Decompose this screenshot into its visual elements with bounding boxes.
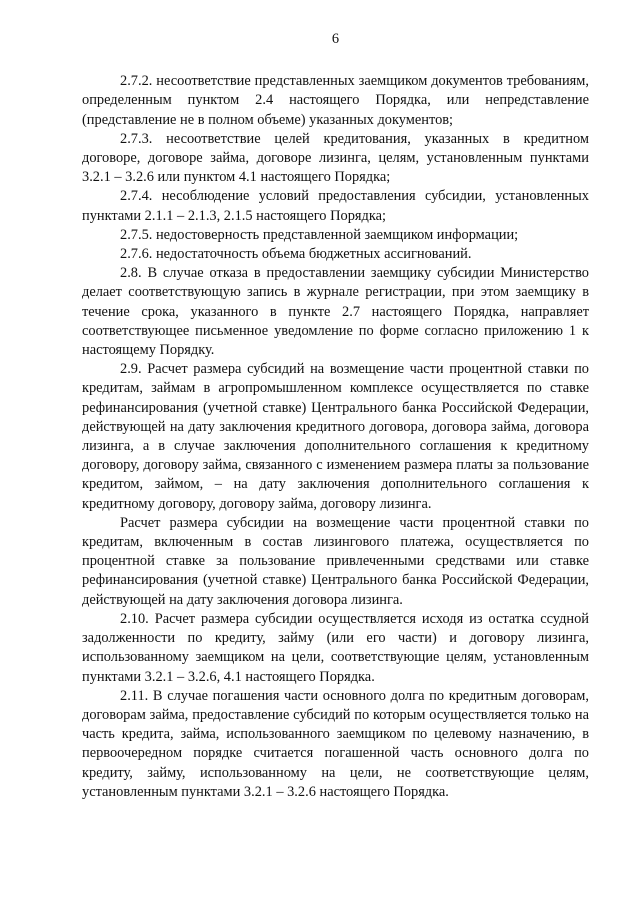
paragraph-2-9: 2.9. Расчет размера субсидий на возмещение части процентной ставки по кредитам, займам в агропромышленном комплексе осуществляется по ставке рефинансирования (учетной ставке) Центрального банка Российской Федерации, действующей на дату заключения кредитного договора, договора займа, договора лизинга, а в случае заключения дополнительного соглашения к кредитному договору, договору займа, связанного с изменением размера платы за пользование кредитом, займом, – на дату заключения дополнительного соглашения к кредитному договору, договору займа, договору лизинга. (82, 361, 589, 512)
paragraph-2-7-2: 2.7.2. несоответствие представленных заемщиком документов требованиям, определенным пунктом 2.4 настоящего Порядка, или непредставление (представление не в полном объеме) указанных документов; (82, 73, 589, 128)
paragraph-2-9-leasing: Расчет размера субсидии на возмещение части процентной ставки по кредитам, включенным в состав лизингового платежа, осуществляется по процентной ставке за пользование привлеченными средствами или ставке рефинансирования (учетной ставке) Центрального банка Российской Федерации, действующей на дату заключения договора лизинга. (82, 514, 589, 608)
paragraph-2-11: 2.11. В случае погашения части основного долга по кредитным договорам, договорам займа, предоставление субсидий по которым осуществляется только на часть кредита, займа, использованного заемщиком по целевому назначению, в первоочередном порядке считается погашенной часть основного долга по кредиту, займу, использованному на цели, не соответствующие целям, установленным пунктами 3.2.1 – 3.2.6 настоящего Порядка. (82, 687, 589, 800)
paragraph-2-7-6: 2.7.6. недостаточность объема бюджетных ассигнований. (120, 246, 472, 263)
paragraph-2-7-5: 2.7.5. недостоверность представленной заемщиком информации; (120, 226, 519, 243)
page-number: 6 (331, 31, 340, 47)
paragraph-2-7-3: 2.7.3. несоответствие целей кредитования, указанных в кредитном договоре, договоре займа, договоре лизинга, целям, установленным пунктами 3.2.1 – 3.2.6 или пунктом 4.1 настоящего Порядка; (82, 130, 589, 186)
paragraph-2-7-4: 2.7.4. несоблюдение условий предоставления субсидии, установленных пунктами 2.1.1 – 2.1.3, 2.1.5 настоящего Порядка; (82, 188, 589, 224)
paragraph-2-8: 2.8. В случае отказа в предоставлении заемщику субсидии Министерство делает соответствующую запись в журнале регистрации, при этом заемщику в течение срока, указанного в пункте 2.7 настоящего Порядка, направляет соответствующее письменное уведомление по форме согласно приложению 1 к настоящему Порядку. (82, 265, 589, 359)
paragraph-2-10: 2.10. Расчет размера субсидии осуществляется исходя из остатка ссудной задолженности по кредиту, займу (или его части) и договору лизинга, использованному заемщиком на цели, соответствующие целям, установленным пунктами 3.2.1 – 3.2.6, 4.1 настоящего Порядка. (82, 610, 589, 685)
